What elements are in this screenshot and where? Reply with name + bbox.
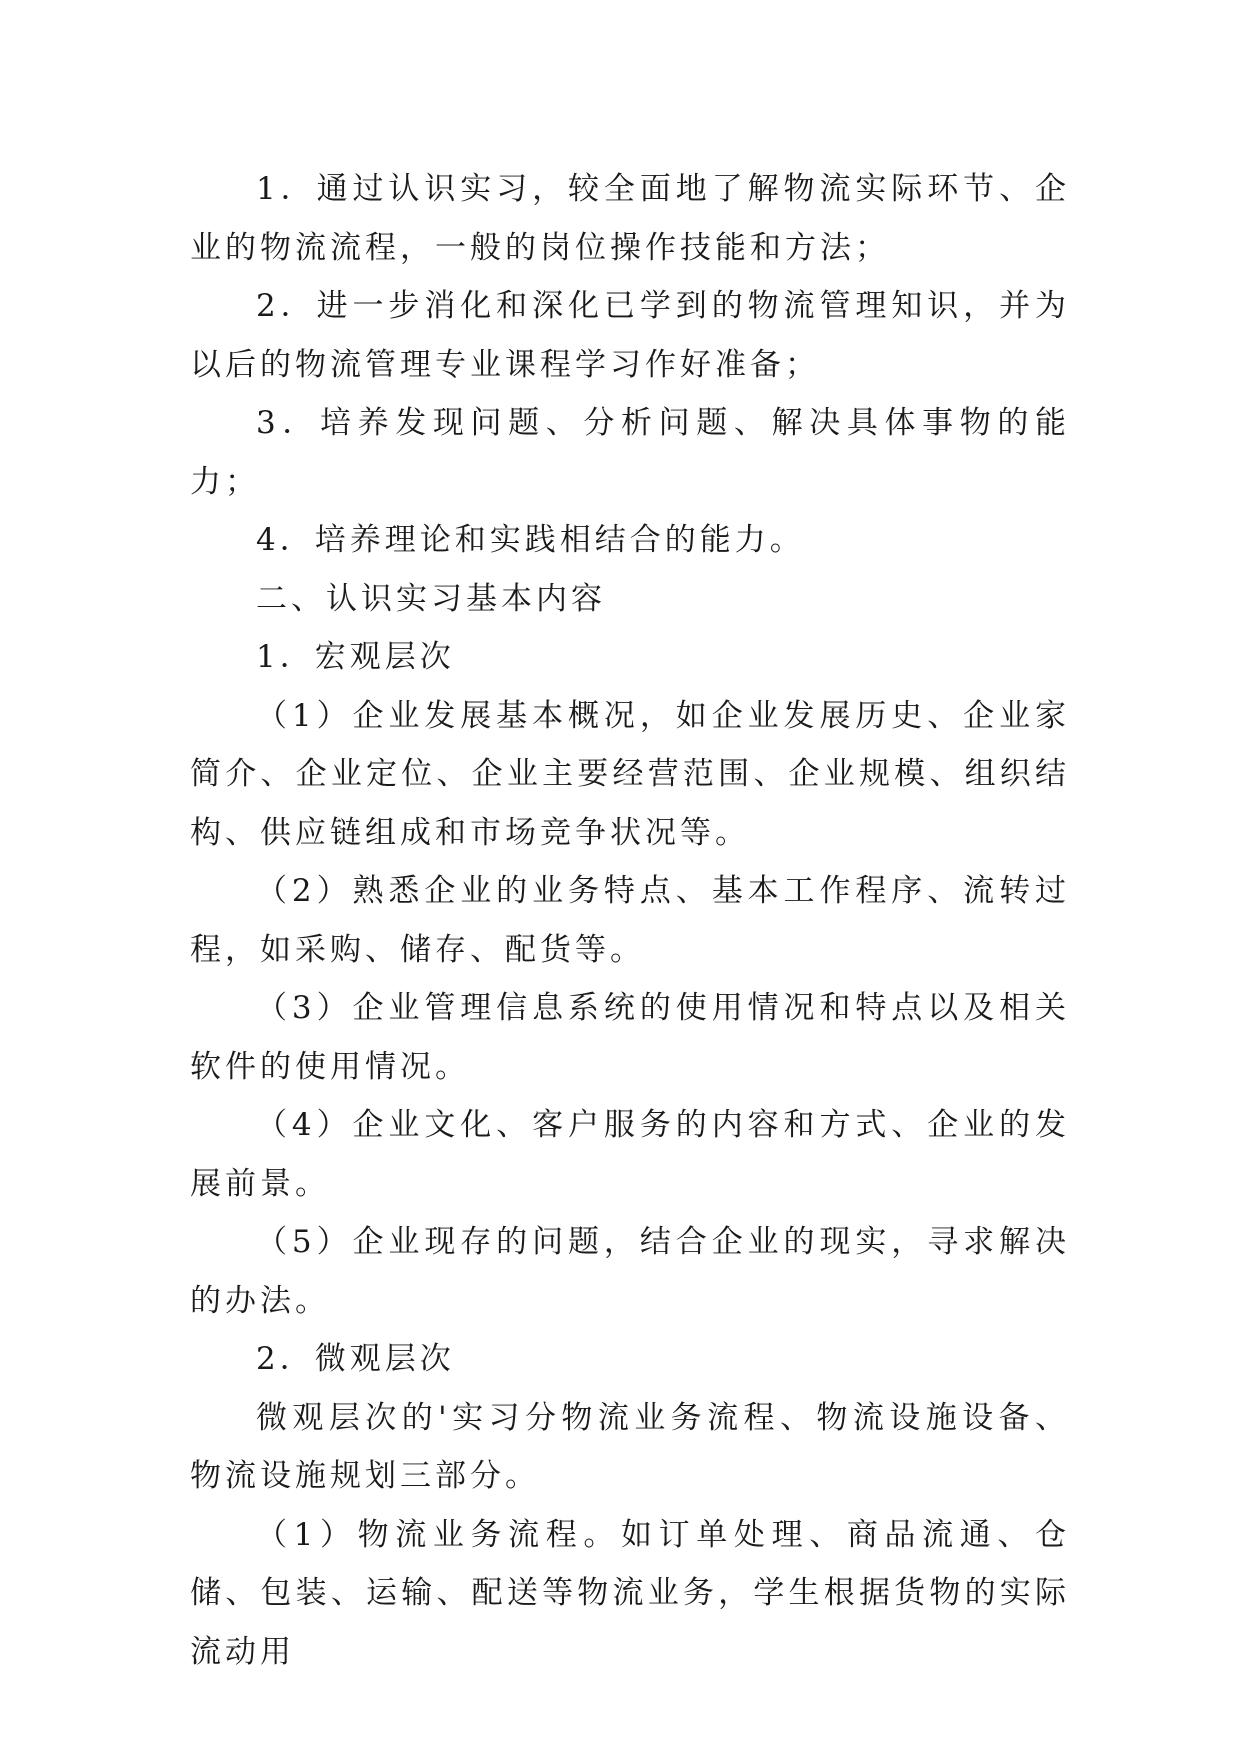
paragraph-objective-1: 1．通过认识实习，较全面地了解物流实际环节、企业的物流流程，一般的岗位操作技能和方法； bbox=[190, 171, 1070, 266]
paragraph-macro-3: （3）企业管理信息系统的使用情况和特点以及相关软件的使用情况。 bbox=[190, 990, 1070, 1085]
paragraph-objective-4: 4．培养理论和实践相结合的能力。 bbox=[256, 522, 805, 558]
paragraph-micro-1: （1）物流业务流程。如订单处理、商品流通、仓储、包装、运输、配送等物流业务，学生根据货物的实际流动用 bbox=[190, 1516, 1070, 1670]
subheading-macro-level: 1．宏观层次 bbox=[256, 639, 455, 675]
paragraph-macro-5: （5）企业现存的问题，结合企业的现实，寻求解决的办法。 bbox=[190, 1224, 1070, 1319]
paragraph-macro-2: （2）熟悉企业的业务特点、基本工作程序、流转过程，如采购、储存、配货等。 bbox=[190, 873, 1070, 968]
paragraph-objective-3: 3．培养发现问题、分析问题、解决具体事物的能力； bbox=[190, 405, 1070, 500]
document-body bbox=[190, 160, 1070, 1681]
paragraph-macro-4: （4）企业文化、客户服务的内容和方式、企业的发展前景。 bbox=[190, 1107, 1070, 1202]
paragraph-objective-2: 2．进一步消化和深化已学到的物流管理知识，并为以后的物流管理专业课程学习作好准备； bbox=[190, 288, 1070, 383]
section-heading-content: 二、认识实习基本内容 bbox=[256, 580, 606, 617]
paragraph-macro-1: （1）企业发展基本概况，如企业发展历史、企业家简介、企业定位、企业主要经营范围、企业规模、组织结构、供应链组成和市场竞争状况等。 bbox=[190, 697, 1070, 851]
subheading-micro-level: 2．微观层次 bbox=[256, 1341, 455, 1377]
paragraph-micro-intro: 微观层次的'实习分物流业务流程、物流设施设备、物流设施规划三部分。 bbox=[190, 1399, 1070, 1494]
